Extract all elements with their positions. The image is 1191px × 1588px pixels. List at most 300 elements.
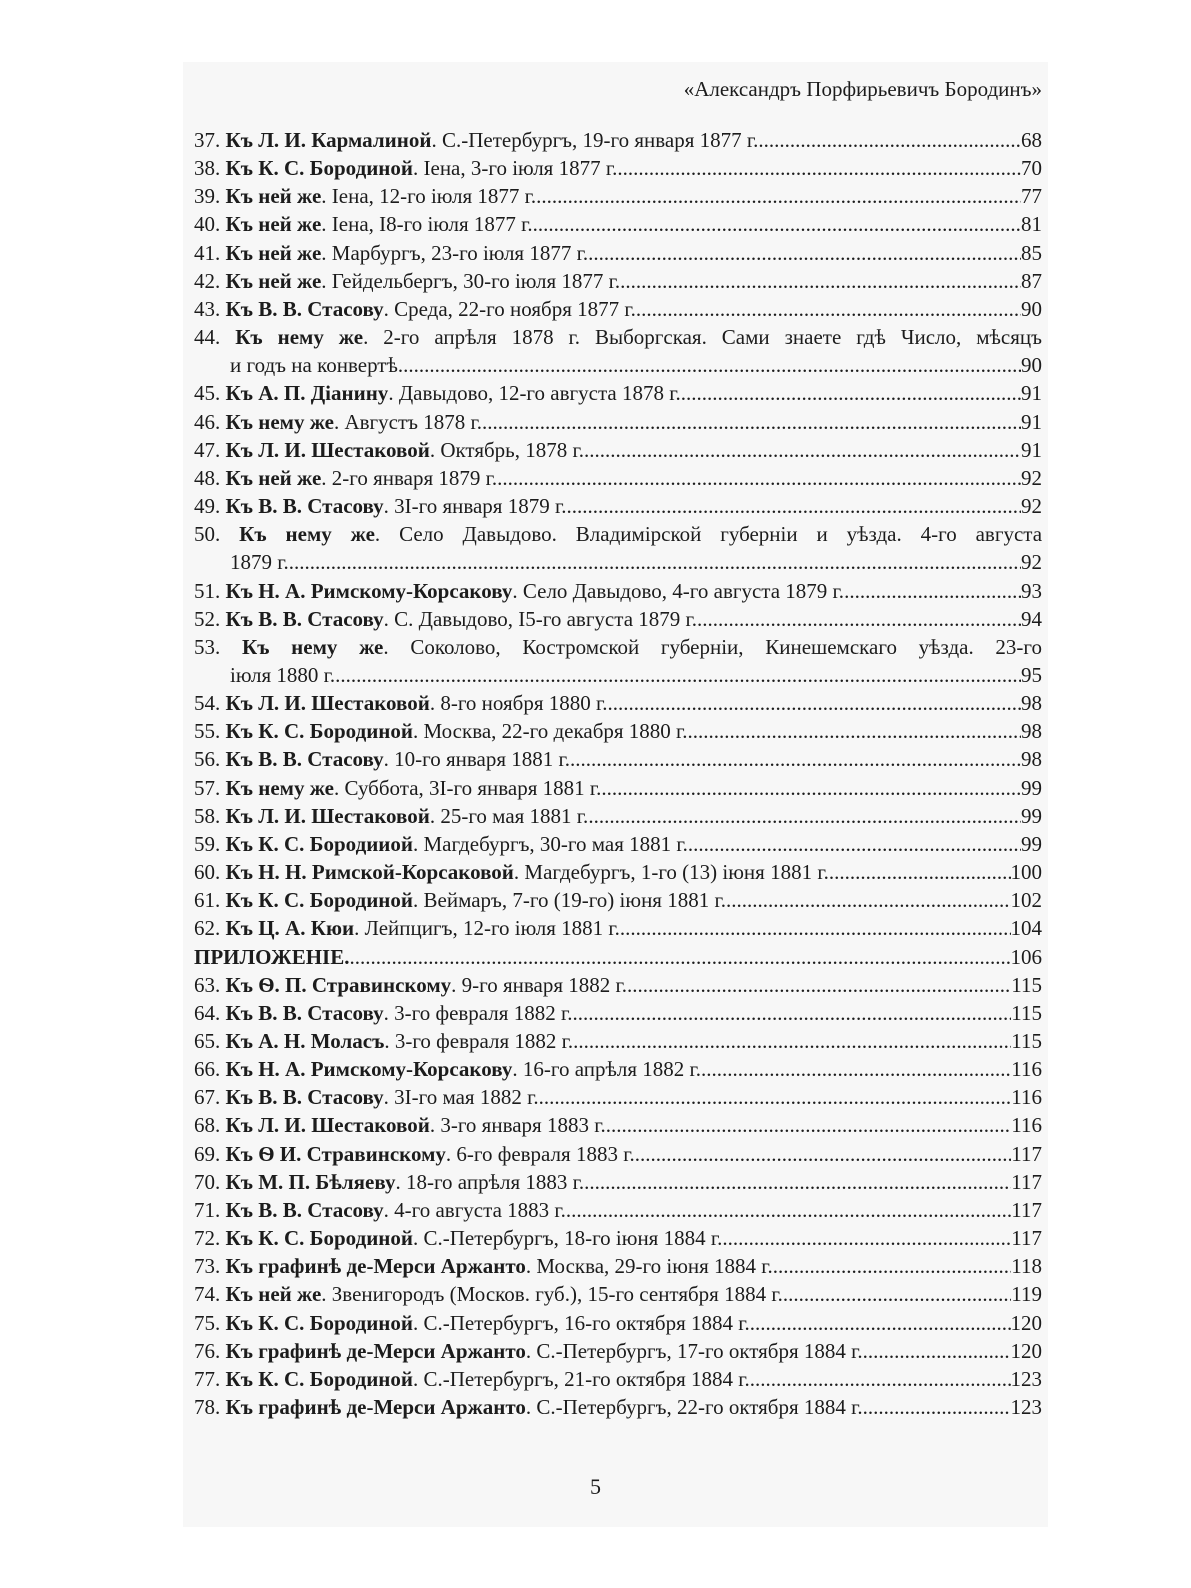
toc-entry (194, 774, 1042, 802)
dot-leader (497, 464, 1021, 492)
dot-leader (726, 886, 1011, 914)
toc-entry (194, 379, 1042, 407)
dot-leader (588, 239, 1021, 267)
entry-number: 54. (194, 691, 221, 716)
entry-addressee: Къ К. С. Бородииой (225, 831, 413, 856)
entry-number: 44. (194, 325, 221, 350)
entry-addressee: Къ К. С. Бородиной (225, 1366, 413, 1391)
toc-entry (194, 323, 1042, 379)
entry-addressee: Къ Л. И. Шестаковой (225, 691, 430, 716)
entry-number: 60. (194, 860, 221, 885)
entry-text (194, 1224, 722, 1252)
entry-page-number: 87 (1021, 268, 1042, 293)
entry-number: 47. (194, 437, 221, 462)
entry-page-number: 115 (1011, 972, 1042, 997)
entry-number: 67. (194, 1085, 221, 1110)
entry-details: . С.-Петербургъ, 17-го октября 1884 г. (525, 1338, 863, 1363)
entry-number: 41. (194, 240, 221, 265)
entry-page-number: 90 (1021, 353, 1042, 378)
entry-number: 49. (194, 494, 221, 519)
entry-addressee: Къ Л. И. Шестаковой (225, 437, 430, 462)
entry-text (194, 1168, 584, 1196)
entry-details: . Гейдельбергъ, 30-го iюля 1877 г. (321, 268, 621, 293)
entry-page-number: 120 (1010, 1338, 1042, 1363)
dot-leader (701, 1055, 1011, 1083)
toc-entry (194, 1196, 1042, 1224)
toc-entry (194, 182, 1042, 210)
entry-page-number: 104 (1010, 916, 1042, 941)
entry-addressee: Къ В. В. Стасову (225, 296, 384, 321)
entry-addressee: Къ В. В. Стасову (225, 1197, 384, 1222)
toc-entry (194, 492, 1042, 520)
entry-details: . 16-го апрѣля 1882 г. (512, 1057, 702, 1082)
entry-details: . Москва, 29-го iюня 1884 г. (525, 1254, 773, 1279)
entry-number: 53. (194, 634, 221, 659)
entry-text (194, 577, 844, 605)
toc-entry (194, 520, 1042, 576)
dot-leader (573, 1027, 1011, 1055)
entry-page-number: 115 (1011, 1029, 1042, 1053)
entry-details: . Лейпцигъ, 12-го iюля 1881 г. (354, 916, 620, 941)
entry-page-number: 117 (1011, 1226, 1042, 1251)
entry-addressee: Къ М. П. Бѣляеву (225, 1169, 396, 1194)
entry-addressee: Къ В. В. Стасову (225, 1085, 384, 1110)
dot-leader (844, 577, 1021, 605)
entry-details: . 8-го ноября 1880 г. (429, 691, 608, 716)
entry-addressee: Къ ней же (225, 240, 322, 265)
dot-leader (750, 1365, 1011, 1393)
entry-details: . 2-го апрѣля 1878 г. Выборгская. Сами знаете гдѣ Число, мѣсяцъ (363, 325, 1042, 350)
entry-page-number: 99 (1021, 831, 1042, 856)
entry-number: 42. (194, 268, 221, 293)
dot-leader (588, 802, 1021, 830)
entry-text (194, 802, 588, 830)
entry-addressee: Къ В. В. Стасову (225, 494, 384, 519)
entry-number: 52. (194, 606, 221, 631)
entry-text (194, 1365, 750, 1393)
entry-addressee: Къ А. П. Дiанину (225, 381, 389, 406)
toc-entry (194, 1309, 1042, 1337)
entry-page-number: 85 (1021, 240, 1042, 265)
toc-entry (194, 633, 1042, 689)
toc-entry (194, 577, 1042, 605)
toc-entry (194, 1337, 1042, 1365)
entry-text (194, 971, 627, 999)
toc-entry (194, 267, 1042, 295)
entry-number: 68. (194, 1113, 221, 1138)
entry-addressee: Къ Л. И. Шестаковой (225, 1113, 430, 1138)
entry-details: . Давыдово, 12-го августа 1878 г. (388, 381, 681, 406)
entry-details: . Суббота, 3I-го января 1881 г. (333, 775, 602, 800)
entry-text (194, 379, 681, 407)
entry-number: 56. (194, 747, 221, 772)
entry-details: . 18-го апрѣля 1883 г. (395, 1169, 585, 1194)
entry-text (194, 717, 688, 745)
entry-number: 77. (194, 1366, 221, 1391)
toc-entry (194, 943, 1042, 971)
toc-entry (194, 210, 1042, 238)
entry-page-number: 115 (1011, 1000, 1042, 1025)
entry-page-number: 81 (1021, 212, 1042, 237)
entry-text (194, 914, 620, 942)
entry-text (194, 605, 697, 633)
entry-details: . 3-го февраля 1882 г. (384, 1029, 574, 1053)
dot-leader (566, 1196, 1011, 1224)
entry-addressee: Къ В. В. Стасову (225, 1000, 384, 1025)
dot-leader (570, 745, 1021, 773)
entry-text (194, 492, 566, 520)
toc-entry (194, 1083, 1042, 1111)
entry-page-number: 91 (1021, 381, 1042, 406)
entry-number: 70. (194, 1169, 221, 1194)
entry-details: . 6-го февраля 1883 г. (445, 1141, 635, 1166)
entry-details: . Соколово, Костромской губернiи, Кинешемскаго уѣзда. 23-го (383, 634, 1043, 659)
entry-addressee: Къ К. С. Бородиной (225, 888, 413, 913)
toc-entry (194, 999, 1042, 1027)
dot-leader (335, 661, 1021, 689)
dot-leader (403, 351, 1021, 379)
entry-details: . Звенигородъ (Москов. губ.), 15-го сентября 1884 г. (321, 1282, 783, 1307)
entry-details: . Магдебургъ, 30-го мая 1881 г. (413, 831, 688, 856)
entry-text (194, 1393, 863, 1421)
entry-number: 69. (194, 1141, 221, 1166)
entry-addressee: Къ К. С. Бородиной (225, 156, 413, 181)
dot-leader (584, 1168, 1011, 1196)
entry-page-number: 98 (1021, 719, 1042, 744)
entry-addressee: Къ Н. Н. Римской-Корсаковой (225, 860, 514, 885)
entry-text (194, 1027, 573, 1055)
entry-page-number: 118 (1011, 1254, 1042, 1279)
dot-leader (620, 267, 1021, 295)
entry-text (194, 1196, 566, 1224)
dot-leader (627, 971, 1011, 999)
entry-details: . Марбургъ, 23-го iюля 1877 г. (321, 240, 589, 265)
entry-details: . Село Давыдово, 4-го августа 1879 г. (512, 578, 845, 603)
entry-details: . Веймаръ, 7-го (19-го) iюня 1881 г. (413, 888, 726, 913)
entry-page-number: 98 (1021, 691, 1042, 716)
toc-entry (194, 802, 1042, 830)
entry-details: . 3-го февраля 1882 г. (383, 1000, 573, 1025)
entry-text (194, 689, 608, 717)
toc-entry (194, 1365, 1042, 1393)
entry-number: 59. (194, 831, 221, 856)
entry-text (194, 1083, 539, 1111)
entry-page-number: 99 (1021, 803, 1042, 828)
entry-number: 71. (194, 1197, 221, 1222)
dot-leader (584, 436, 1021, 464)
entry-details: . С.-Петербургъ, 16-го октября 1884 г. (413, 1310, 750, 1335)
toc-entry (194, 717, 1042, 745)
toc-entry (194, 295, 1042, 323)
entry-text (194, 1337, 863, 1365)
entry-details: . 3-го января 1883 г. (429, 1113, 606, 1138)
entry-addressee: Къ нему же (225, 775, 334, 800)
entry-addressee: Къ ней же (225, 465, 322, 490)
toc-entry (194, 1111, 1042, 1139)
entry-page-number: 92 (1021, 550, 1042, 575)
entry-addressee: Къ Н. А. Римскому-Корсакову (225, 1057, 513, 1082)
entry-number: 55. (194, 719, 221, 744)
toc-entry (194, 154, 1042, 182)
entry-page-number: 91 (1021, 437, 1042, 462)
entry-addressee: Къ К. С. Бородиной (225, 719, 413, 744)
entry-text (194, 999, 572, 1027)
toc-entry (194, 689, 1042, 717)
running-title: «Александръ Порфирьевичъ Бородинъ» (683, 77, 1042, 101)
entry-addressee: Къ В. В. Стасову (225, 747, 384, 772)
entry-page-number: 117 (1011, 1141, 1042, 1166)
entry-text (194, 436, 584, 464)
entry-number: 66. (194, 1057, 221, 1082)
entry-page-number: 100 (1010, 860, 1042, 885)
entry-number: 39. (194, 184, 221, 209)
entry-details: . С.-Петербургъ, 21-го октября 1884 г. (413, 1366, 750, 1391)
toc-entry (194, 830, 1042, 858)
entry-page-number: 92 (1021, 465, 1042, 490)
dot-leader (617, 154, 1021, 182)
entry-text (194, 464, 497, 492)
entry-text (194, 239, 588, 267)
table-of-contents (194, 126, 1042, 1421)
toc-entry (194, 745, 1042, 773)
entry-page-number: 99 (1021, 775, 1042, 800)
entry-page-number: 90 (1021, 296, 1042, 321)
entry-number: 46. (194, 409, 221, 434)
toc-entry (194, 605, 1042, 633)
dot-leader (350, 943, 1011, 971)
entry-page-number: 123 (1010, 1366, 1042, 1391)
entry-text (194, 267, 620, 295)
entry-number: 48. (194, 465, 221, 490)
toc-entry (194, 1280, 1042, 1308)
entry-details: . 10-го января 1881 г. (383, 747, 570, 772)
entry-page-number: 102 (1010, 888, 1042, 913)
entry-page-number: 123 (1010, 1395, 1042, 1420)
entry-details: . С.-Петербургъ, 22-го октября 1884 г. (525, 1395, 863, 1420)
entry-details: . Магдебургъ, 1-го (13) iюня 1881 г. (513, 860, 829, 885)
entry-addressee: Къ Л. И. Шестаковой (225, 803, 430, 828)
entry-number: 75. (194, 1310, 221, 1335)
entry-addressee: Къ К. С. Бородиной (225, 1226, 413, 1251)
dot-leader (697, 605, 1021, 633)
entry-text (194, 1280, 783, 1308)
dot-leader (783, 1280, 1011, 1308)
entry-text (194, 745, 570, 773)
toc-entry (194, 464, 1042, 492)
entry-details: . 4-го августа 1883 г. (383, 1197, 566, 1222)
dot-leader (773, 1252, 1011, 1280)
entry-addressee: Къ нему же (225, 409, 334, 434)
entry-page-number: 91 (1021, 409, 1042, 434)
entry-addressee: Къ нему же (241, 634, 384, 659)
entry-number: 62. (194, 916, 221, 941)
dot-leader (539, 1083, 1012, 1111)
dot-leader (758, 126, 1021, 154)
dot-leader (601, 774, 1021, 802)
entry-addressee: Къ нему же (235, 325, 364, 350)
entry-page-number: 92 (1021, 494, 1042, 519)
entry-number: 43. (194, 296, 221, 321)
toc-entry (194, 1393, 1042, 1421)
entry-text (194, 886, 726, 914)
entry-number: 78. (194, 1395, 221, 1420)
dot-leader (289, 548, 1021, 576)
dot-leader (863, 1393, 1011, 1421)
entry-text (194, 1111, 606, 1139)
entry-addressee: Къ графинѣ де-Мерси Аржанто (225, 1338, 526, 1363)
entry-number: 38. (194, 156, 221, 181)
dot-leader (829, 858, 1011, 886)
toc-entry (194, 886, 1042, 914)
entry-text (194, 154, 617, 182)
dot-leader (688, 717, 1021, 745)
dot-leader (482, 408, 1021, 436)
dot-leader (608, 689, 1021, 717)
entry-addressee: Къ Н. А. Римскому-Корсакову (225, 578, 513, 603)
entry-details: . 3I-го мая 1882 г. (383, 1085, 539, 1110)
entry-page-number: 95 (1021, 662, 1042, 687)
toc-entry (194, 126, 1042, 154)
dot-leader (863, 1337, 1011, 1365)
entry-text (194, 295, 636, 323)
entry-number: 63. (194, 972, 221, 997)
entry-page-number: 116 (1011, 1085, 1042, 1110)
entry-addressee: Къ В. В. Стасову (225, 606, 384, 631)
toc-entry (194, 858, 1042, 886)
entry-page-number: 94 (1021, 606, 1042, 631)
entry-addressee: Къ Ц. А. Кюи (225, 916, 355, 941)
entry-text (194, 774, 601, 802)
entry-continuation: 1879 г. (230, 550, 289, 575)
entry-details: . Село Давыдово. Владимiрской губернiи и уѣзда. 4-го августа (374, 522, 1043, 547)
dot-leader (722, 1224, 1011, 1252)
entry-number: 76. (194, 1338, 221, 1363)
entry-text (194, 210, 533, 238)
entry-number: 51. (194, 578, 221, 603)
dot-leader (566, 492, 1021, 520)
entry-details: . 9-го января 1882 г. (451, 972, 627, 997)
entry-details: . С. Давыдово, I5-го августа 1879 г. (383, 606, 698, 631)
toc-entry (194, 239, 1042, 267)
entry-text (194, 943, 350, 971)
entry-text (194, 830, 688, 858)
toc-entry (194, 914, 1042, 942)
entry-page-number: 93 (1021, 578, 1042, 603)
toc-entry (194, 1224, 1042, 1252)
entry-addressee: Къ нему же (239, 522, 375, 547)
entry-text (194, 182, 536, 210)
entry-page-number: 106 (1010, 944, 1042, 969)
entry-addressee: Къ графинѣ де-Мерси Аржанто (225, 1395, 526, 1420)
entry-addressee: Къ Ѳ. П. Стравинскому (225, 972, 452, 997)
entry-number: 74. (194, 1282, 221, 1307)
entry-page-number: 77 (1021, 184, 1042, 209)
entry-addressee: Къ А. Н. Моласъ (225, 1029, 385, 1053)
entry-page-number: 116 (1011, 1057, 1042, 1082)
entry-addressee: Къ ней же (225, 184, 322, 209)
entry-details: . 3I-го января 1879 г. (383, 494, 567, 519)
entry-details: . С.-Петербургъ, 18-го iюня 1884 г. (413, 1226, 723, 1251)
entry-number: 45. (194, 381, 221, 406)
entry-details: . Iена, 12-го iюля 1877 г. (321, 184, 537, 209)
entry-number: 50. (194, 522, 221, 547)
dot-leader (572, 999, 1011, 1027)
entry-addressee: Къ Ѳ И. Стравинскому (225, 1141, 446, 1166)
entry-page-number: 117 (1011, 1197, 1042, 1222)
entry-number: 40. (194, 212, 221, 237)
dot-leader (620, 914, 1011, 942)
entry-details: . Iена, 3-го iюля 1877 г. (413, 156, 618, 181)
entry-text (194, 858, 829, 886)
entry-text (194, 1309, 750, 1337)
entry-text (194, 1140, 635, 1168)
toc-entry (194, 436, 1042, 464)
entry-addressee: Къ ней же (225, 212, 322, 237)
entry-text (194, 1055, 701, 1083)
entry-addressee: Къ ней же (225, 1282, 322, 1307)
entry-text (194, 408, 482, 436)
entry-addressee: Къ Л. И. Кармалиной (225, 128, 432, 152)
toc-entry (194, 1055, 1042, 1083)
toc-entry (194, 1168, 1042, 1196)
entry-details: . Августъ 1878 г. (333, 409, 483, 434)
entry-text (194, 1252, 773, 1280)
toc-entry (194, 971, 1042, 999)
entry-page-number: 98 (1021, 747, 1042, 772)
entry-addressee: Къ графинѣ де-Мерси Аржанто (225, 1254, 526, 1279)
entry-number: 65. (194, 1029, 221, 1053)
entry-page-number: 116 (1011, 1113, 1042, 1138)
entry-page-number: 117 (1011, 1169, 1042, 1194)
toc-entry (194, 1140, 1042, 1168)
entry-addressee: Къ ней же (225, 268, 322, 293)
entry-page-number: 119 (1011, 1282, 1042, 1307)
dot-leader (536, 182, 1021, 210)
dot-leader (750, 1309, 1011, 1337)
dot-leader (681, 379, 1021, 407)
entry-number: 61. (194, 888, 221, 913)
entry-details: . 25-го мая 1881 г. (429, 803, 589, 828)
entry-number: 72. (194, 1226, 221, 1251)
entry-continuation: и годъ на конвертѣ. (230, 353, 404, 378)
entry-addressee: Къ К. С. Бородиной (225, 1310, 413, 1335)
entry-number: 58. (194, 803, 221, 828)
toc-entry (194, 408, 1042, 436)
entry-addressee: ПРИЛОЖЕНIЕ. (194, 944, 350, 969)
dot-leader (606, 1111, 1012, 1139)
entry-page-number: 70 (1021, 156, 1042, 181)
entry-number: 37. (194, 128, 221, 152)
entry-details: . С.-Петербургъ, 19-го января 1877 г. (431, 128, 759, 152)
dot-leader (688, 830, 1021, 858)
page-number: 5 (590, 1474, 601, 1499)
entry-number: 57. (194, 775, 221, 800)
toc-entry (194, 1252, 1042, 1280)
dot-leader (635, 1140, 1012, 1168)
entry-details: . Москва, 22-го декабря 1880 г. (413, 719, 688, 744)
entry-details: . Среда, 22-го ноября 1877 г. (383, 296, 636, 321)
entry-details: . Iена, I8-го iюля 1877 г. (321, 212, 533, 237)
entry-details: . Октябрь, 1878 г. (429, 437, 585, 462)
dot-leader (533, 210, 1021, 238)
entry-continuation: iюля 1880 г. (230, 662, 336, 687)
entry-number: 73. (194, 1254, 221, 1279)
toc-entry (194, 1027, 1042, 1055)
entry-page-number: 68 (1021, 128, 1042, 152)
entry-text (194, 126, 758, 154)
entry-page-number: 120 (1010, 1310, 1042, 1335)
dot-leader (636, 295, 1021, 323)
